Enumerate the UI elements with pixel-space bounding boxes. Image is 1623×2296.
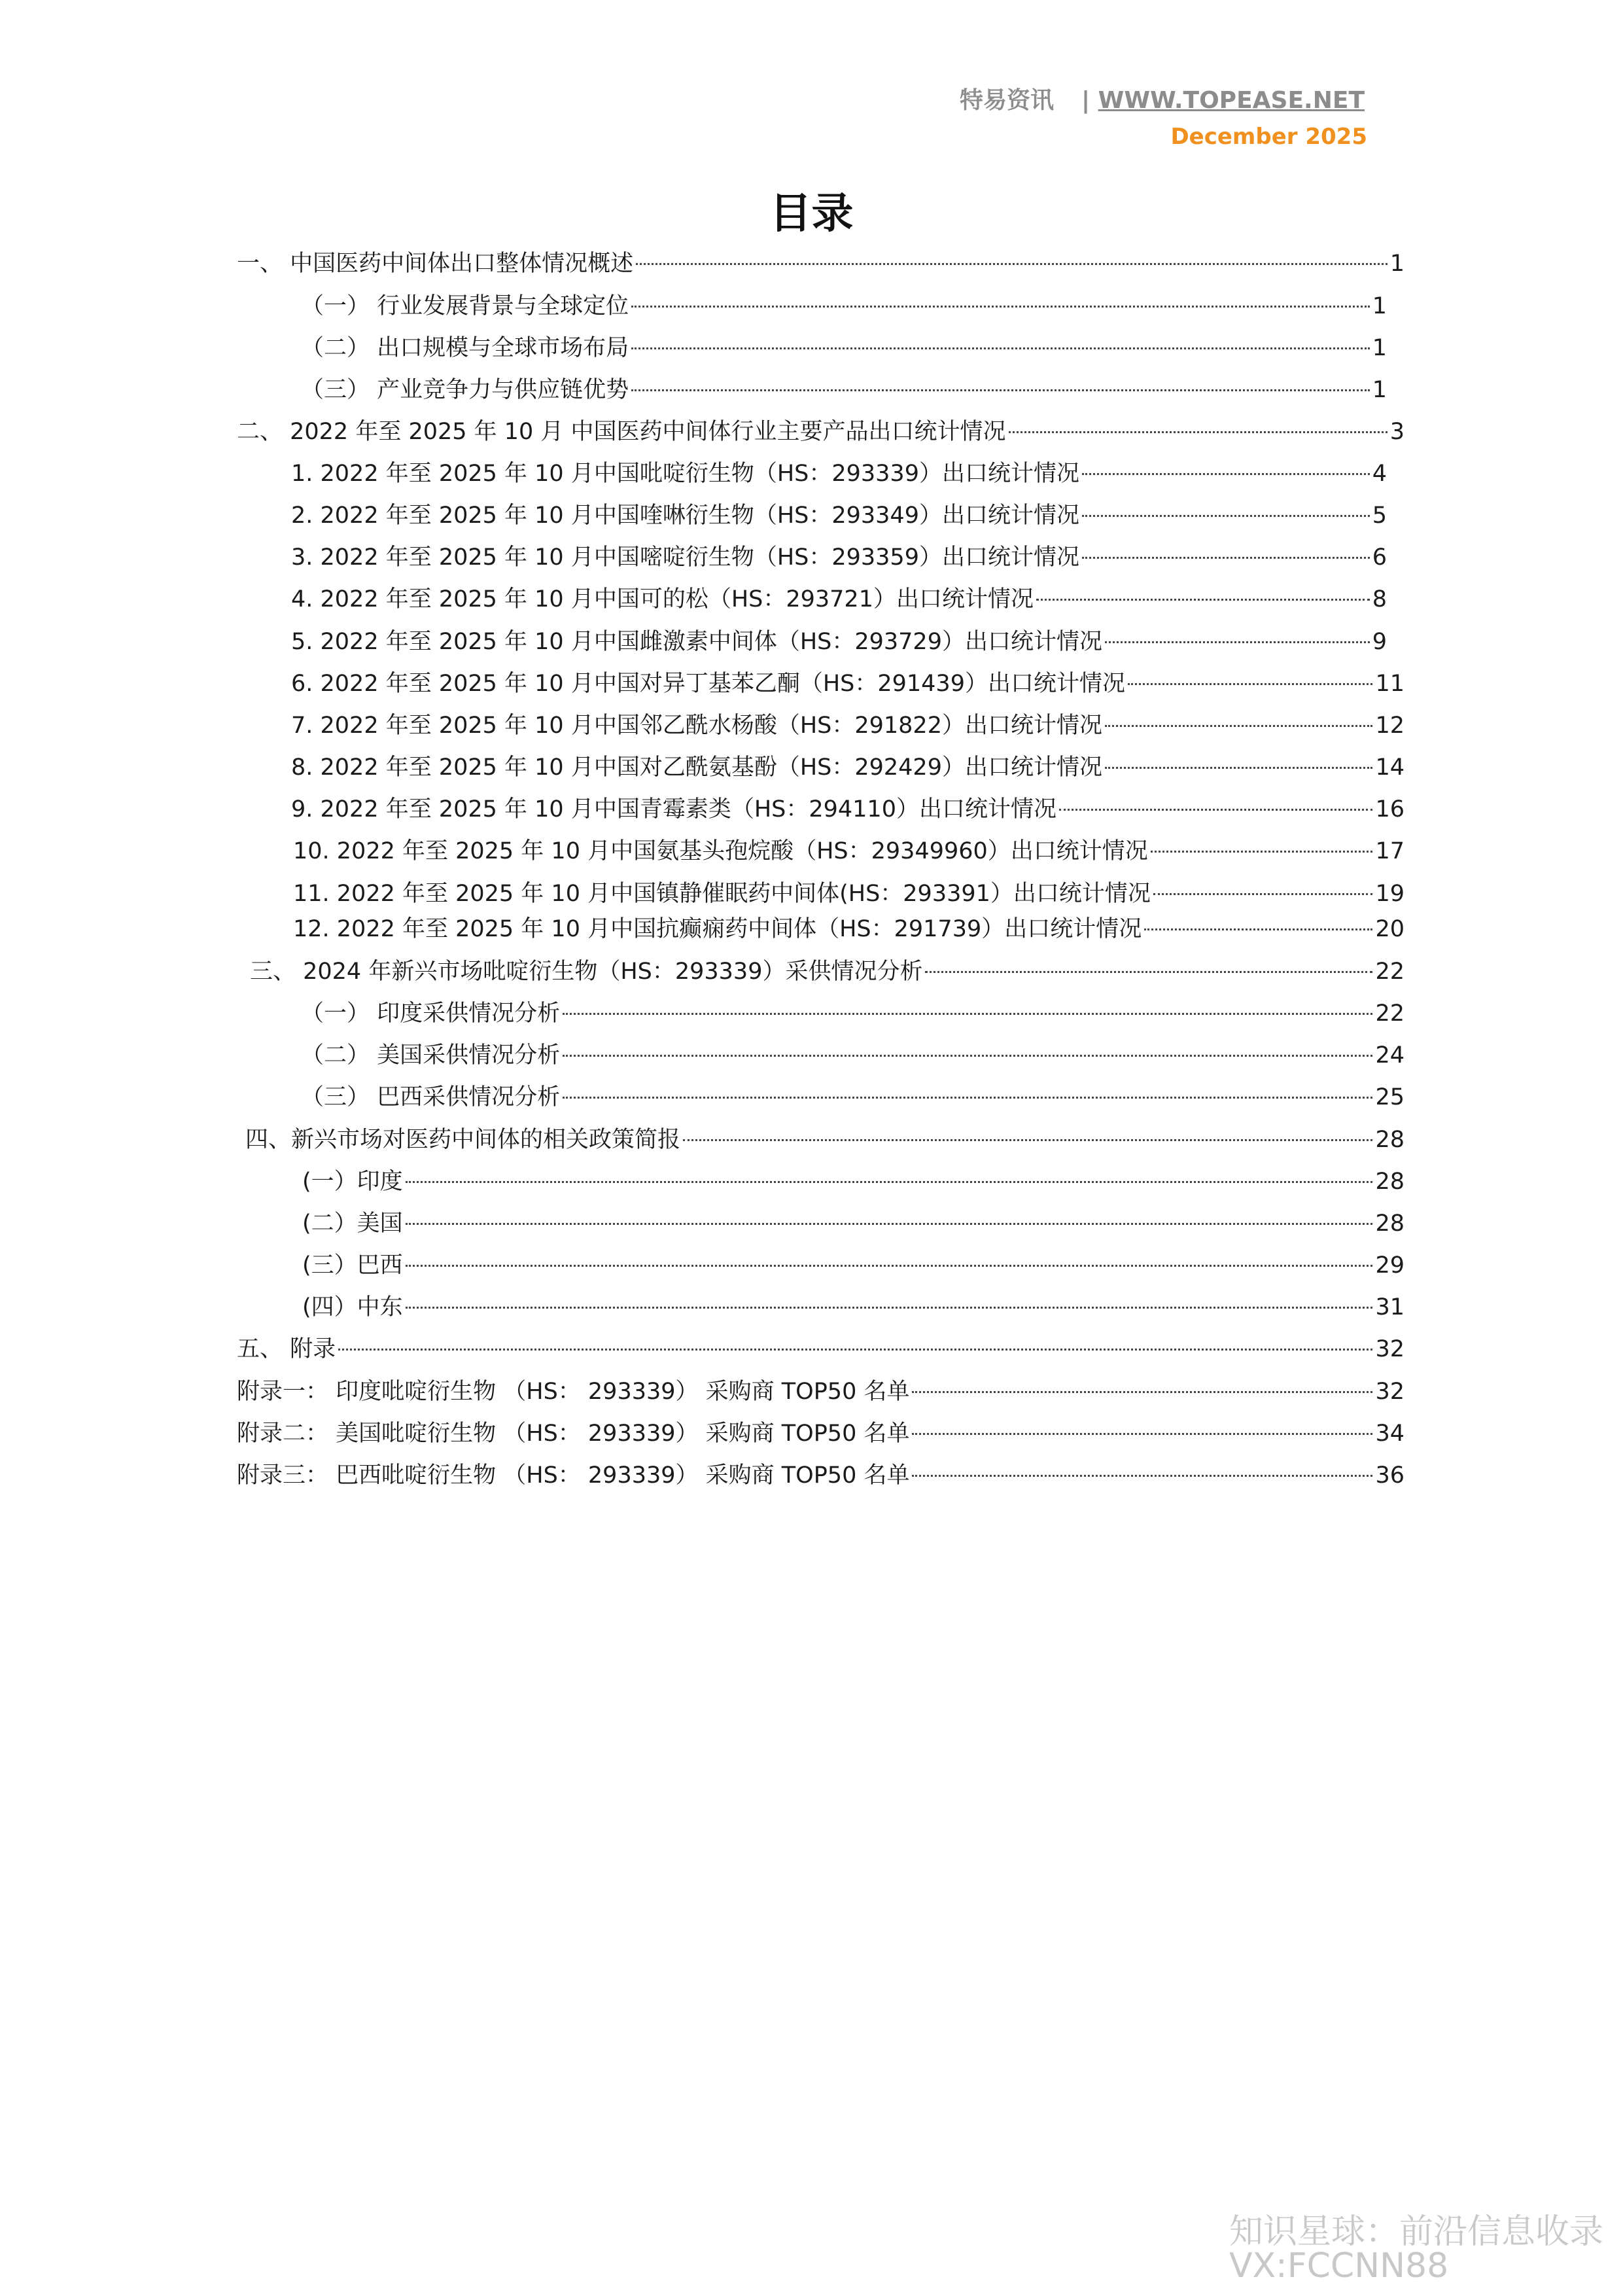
toc-entry-label: 11. 2022 年至 2025 年 10 月中国镇静催眠药中间体(HS：293391）出口统计情况: [293, 881, 1151, 907]
toc-entry-label: 5. 2022 年至 2025 年 10 月中国雌激素中间体（HS：293729）出口统计情况: [291, 629, 1102, 655]
toc-entry-page: 1: [1372, 335, 1387, 361]
toc-entry-page: 12: [1375, 713, 1405, 739]
toc-leader: [636, 263, 1387, 265]
toc-entry-13[interactable]: [291, 792, 1405, 826]
toc-entry-label: 五、 附录: [237, 1336, 336, 1362]
toc-leader: [1144, 928, 1372, 930]
header-date: December 2025: [1170, 124, 1367, 150]
page-header: [907, 82, 1365, 154]
toc-leader: [1105, 767, 1372, 769]
toc-leader: [912, 1433, 1372, 1435]
toc-entry-28[interactable]: [237, 1417, 1405, 1451]
toc-entry-page: 16: [1375, 796, 1405, 822]
toc-entry-page: 3: [1389, 419, 1405, 445]
header-brand: 特易资讯: [959, 87, 1054, 114]
toc-leader: [1082, 557, 1370, 559]
toc-entry-4[interactable]: [237, 415, 1405, 449]
toc-entry-label: 3. 2022 年至 2025 年 10 月中国嘧啶衍生物（HS：293359）出口统计情况: [291, 544, 1079, 571]
header-separator: |: [1081, 87, 1091, 114]
toc-entry-page: 29: [1375, 1252, 1405, 1279]
toc-entry-label: 四、新兴市场对医药中间体的相关政策简报: [245, 1127, 681, 1153]
watermark-line-2: VX:FCCNN88: [1229, 2246, 1449, 2286]
toc-entry-label: 6. 2022 年至 2025 年 10 月中国对异丁基苯乙酮（HS：291439）出口统计情况: [291, 671, 1125, 697]
toc-leader: [563, 1055, 1372, 1057]
toc-entry-5[interactable]: [291, 457, 1387, 491]
toc-leader: [406, 1223, 1373, 1225]
toc-entry-2[interactable]: [301, 331, 1387, 365]
toc-entry-12[interactable]: [291, 751, 1405, 785]
toc-leader: [1082, 515, 1370, 517]
toc-entry-page: 11: [1375, 671, 1405, 697]
toc-entry-page: 22: [1375, 1000, 1405, 1027]
toc-entry-page: 34: [1375, 1421, 1405, 1447]
toc-entry-page: 20: [1375, 916, 1405, 942]
toc-entry-page: 19: [1375, 881, 1405, 907]
toc-entry-page: 5: [1372, 503, 1387, 529]
toc-entry-page: 6: [1372, 544, 1387, 571]
toc-leader: [406, 1265, 1373, 1267]
toc-entry-11[interactable]: [291, 709, 1405, 743]
toc-entry-page: 8: [1372, 586, 1387, 612]
toc-entry-page: 32: [1375, 1379, 1405, 1405]
toc-entry-page: 1: [1372, 377, 1387, 403]
toc-entry-21[interactable]: [245, 1123, 1405, 1157]
toc-entry-page: 24: [1375, 1042, 1405, 1069]
toc-entry-page: 28: [1375, 1210, 1405, 1237]
toc-entry-label: 三、 2024 年新兴市场吡啶衍生物（HS：293339）采供情况分析: [250, 959, 923, 985]
toc-entry-3[interactable]: [301, 373, 1387, 407]
toc-entry-label: 8. 2022 年至 2025 年 10 月中国对乙酰氨基酚（HS：292429）出口统计情况: [291, 754, 1102, 781]
toc-entry-label: （二） 美国采供情况分析: [301, 1042, 561, 1069]
toc-entry-25[interactable]: [302, 1290, 1405, 1324]
toc-entry-page: 28: [1375, 1169, 1405, 1195]
toc-leader: [1105, 725, 1372, 727]
toc-entry-label: （一） 行业发展背景与全球定位: [301, 293, 629, 319]
toc-entry-label: 10. 2022 年至 2025 年 10 月中国氨基头孢烷酸（HS：29349960）出口统计情况: [293, 838, 1148, 864]
toc-entry-23[interactable]: [302, 1207, 1405, 1241]
toc-entry-page: 36: [1375, 1462, 1405, 1489]
toc-leader: [912, 1391, 1372, 1393]
toc-entry-page: 32: [1375, 1336, 1405, 1362]
toc-entry-label: 附录二： 美国吡啶衍生物 （HS： 293339） 采购商 TOP50 名单: [237, 1421, 910, 1447]
watermark-line-1: 知识星球：前沿信息收录: [1229, 2212, 1603, 2252]
toc-entry-label: 附录三： 巴西吡啶衍生物 （HS： 293339） 采购商 TOP50 名单: [237, 1462, 910, 1489]
toc-leader: [631, 389, 1370, 391]
toc-leader: [912, 1475, 1372, 1477]
toc-entry-label: 附录一： 印度吡啶衍生物 （HS： 293339） 采购商 TOP50 名单: [237, 1379, 910, 1405]
toc-leader: [406, 1307, 1373, 1309]
toc-entry-label: 2. 2022 年至 2025 年 10 月中国喹啉衍生物（HS：293349）出口统计情况: [291, 503, 1079, 529]
toc-entry-page: 4: [1372, 461, 1387, 487]
toc-entry-29[interactable]: [237, 1458, 1405, 1492]
page-title: 目录: [769, 190, 854, 238]
toc-leader: [683, 1139, 1372, 1141]
toc-entry-label: 二、 2022 年至 2025 年 10 月 中国医药中间体行业主要产品出口统计情况: [237, 419, 1006, 445]
toc-entry-page: 1: [1389, 251, 1405, 277]
toc-entry-15[interactable]: [293, 877, 1405, 911]
toc-entry-0[interactable]: [237, 247, 1405, 281]
toc-entry-6[interactable]: [291, 499, 1387, 533]
toc-entry-27[interactable]: [237, 1375, 1405, 1409]
toc-entry-8[interactable]: [291, 582, 1387, 616]
toc-entry-label: （三） 产业竞争力与供应链优势: [301, 377, 629, 403]
toc-entry-page: 14: [1375, 754, 1405, 781]
toc-entry-label: (二）美国: [302, 1210, 403, 1237]
toc-entry-22[interactable]: [302, 1165, 1405, 1199]
header-url-link[interactable]: WWW.TOPEASE.NET: [1098, 87, 1365, 114]
toc-leader: [563, 1013, 1372, 1015]
toc-entry-label: （一） 印度采供情况分析: [301, 1000, 561, 1027]
toc-entry-label: （二） 出口规模与全球市场布局: [301, 335, 629, 361]
toc-entry-label: 7. 2022 年至 2025 年 10 月中国邻乙酰水杨酸（HS：291822）出口统计情况: [291, 713, 1102, 739]
toc-leader: [1059, 809, 1372, 811]
toc-entry-page: 28: [1375, 1127, 1405, 1153]
toc-entry-24[interactable]: [302, 1248, 1405, 1282]
toc-entry-19[interactable]: [301, 1038, 1405, 1072]
toc-leader: [1151, 851, 1373, 853]
toc-entry-label: 一、 中国医药中间体出口整体情况概述: [237, 251, 634, 277]
toc-entry-10[interactable]: [291, 667, 1405, 701]
toc-entry-page: 31: [1375, 1294, 1405, 1320]
toc-entry-label: （三） 巴西采供情况分析: [301, 1084, 561, 1110]
toc-entry-label: 9. 2022 年至 2025 年 10 月中国青霉素类（HS：294110）出口统计情况: [291, 796, 1056, 822]
toc-leader: [925, 971, 1372, 973]
toc-entry-label: (一）印度: [302, 1169, 403, 1195]
toc-leader: [1009, 431, 1387, 433]
toc-entry-label: 1. 2022 年至 2025 年 10 月中国吡啶衍生物（HS：293339）出口统计情况: [291, 461, 1079, 487]
toc-leader: [1153, 893, 1373, 895]
toc-leader: [1082, 473, 1370, 475]
toc-entry-18[interactable]: [301, 997, 1405, 1031]
toc-leader: [1105, 641, 1370, 643]
toc-entry-label: (四）中东: [302, 1294, 403, 1320]
toc-entry-17[interactable]: [250, 955, 1405, 989]
toc-entry-26[interactable]: [237, 1332, 1405, 1366]
toc-entry-page: 25: [1375, 1084, 1405, 1110]
toc-leader: [1128, 683, 1372, 685]
toc-entry-page: 17: [1375, 838, 1405, 864]
toc-leader: [563, 1097, 1372, 1099]
toc-entry-page: 9: [1372, 629, 1387, 655]
watermark: [1229, 2212, 1603, 2286]
toc-entry-16[interactable]: [293, 912, 1405, 946]
toc-entry-label: (三）巴西: [302, 1252, 403, 1279]
toc-entry-20[interactable]: [301, 1080, 1405, 1114]
toc-leader: [338, 1349, 1372, 1351]
toc-entry-page: 22: [1375, 959, 1405, 985]
header-brand-line: [907, 82, 1365, 120]
toc-entry-1[interactable]: [301, 289, 1387, 323]
toc-entry-label: 4. 2022 年至 2025 年 10 月中国可的松（HS：293721）出口统计情况: [291, 586, 1034, 612]
toc-entry-page: 1: [1372, 293, 1387, 319]
toc-entry-14[interactable]: [293, 834, 1405, 868]
toc-entry-label: 12. 2022 年至 2025 年 10 月中国抗癫痫药中间体（HS：291739）出口统计情况: [293, 916, 1142, 942]
toc-leader: [406, 1181, 1373, 1183]
toc-leader: [631, 347, 1370, 349]
toc-entry-7[interactable]: [291, 540, 1387, 574]
toc-entry-9[interactable]: [291, 625, 1387, 659]
toc-leader: [631, 306, 1370, 308]
toc-leader: [1036, 599, 1370, 601]
